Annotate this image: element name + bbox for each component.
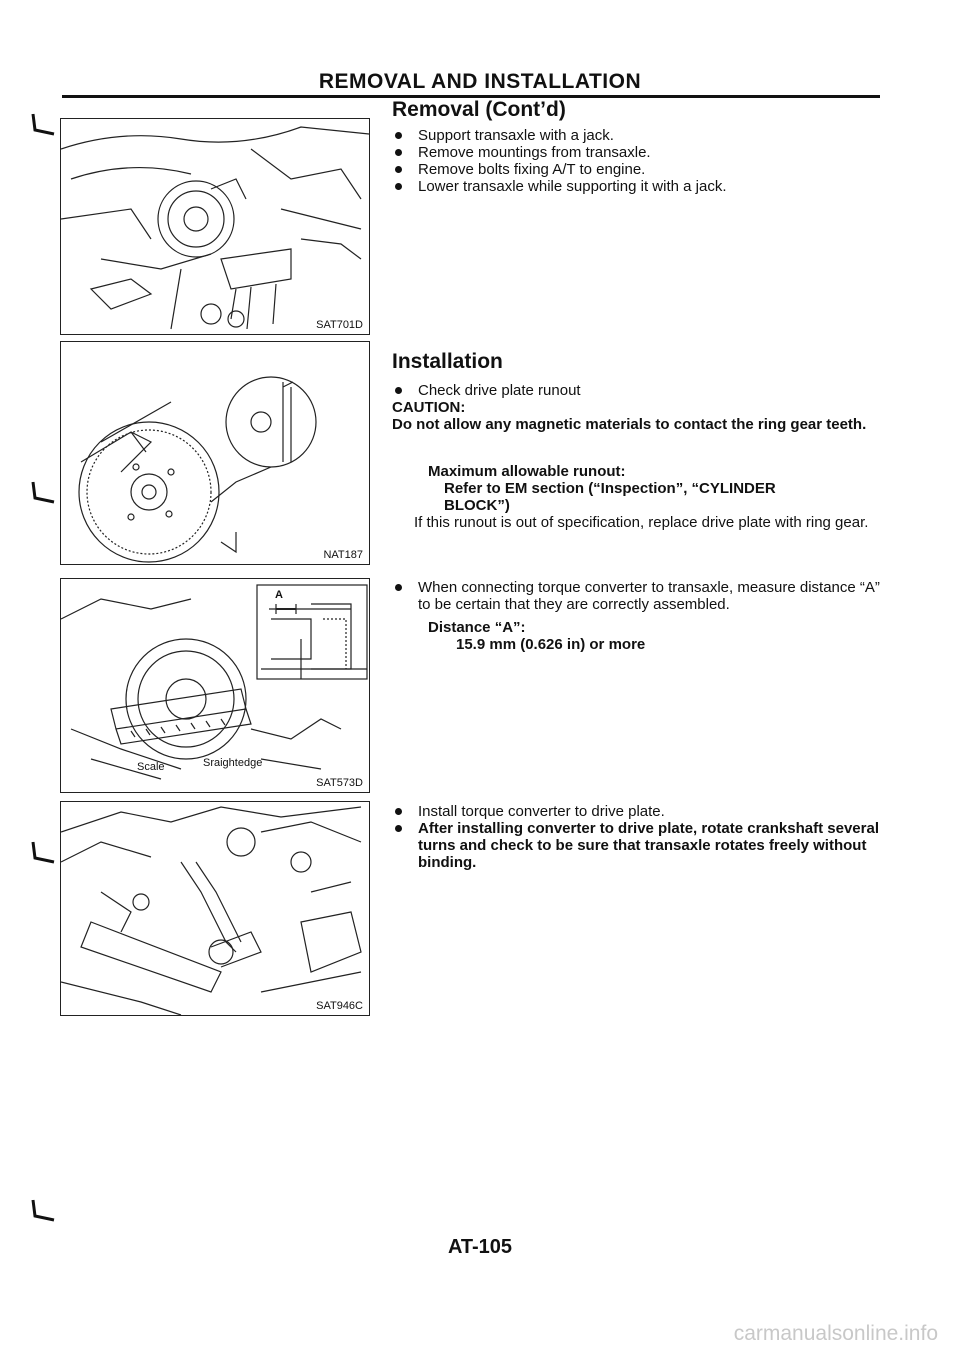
bullet-item: Remove mountings from transaxle. [392,144,892,161]
max-runout-ref: BLOCK”) [444,497,510,514]
runout-note: If this runout is out of specification, replace drive plate with ring gear. [414,514,869,531]
removal-bullet-list [392,127,892,195]
page-header-title: REMOVAL AND INSTALLATION [318,70,642,93]
figure-rotate-crankshaft [60,801,370,1016]
watermark: carmanualsonline.info [733,1322,938,1345]
figure-code: SAT701D [316,319,363,331]
margin-mark [28,838,58,868]
margin-mark [28,1196,58,1226]
crankshaft-rotation-illustration [61,802,369,1015]
bullet-item: Lower transaxle while supporting it with a jack. [392,178,892,195]
page-number: AT-105 [447,1236,513,1258]
distance-value: 15.9 mm (0.626 in) or more [456,636,646,653]
drive-plate-illustration [61,342,369,564]
figure-distance-a [60,578,370,793]
bullet-item: Remove bolts fixing A/T to engine. [392,161,892,178]
label-straightedge: Sraightedge [203,757,263,769]
bullet-item: After installing converter to drive plate, rotate crankshaft several turns and check to be sure that transaxle rotates freely without binding. [392,820,892,871]
caution-label: CAUTION: [392,399,466,416]
max-runout-ref: Refer to EM section (“Inspection”, “CYLINDER [444,480,776,497]
installation-heading: Installation [392,350,503,373]
margin-mark [28,110,58,140]
figure-code: SAT573D [316,777,363,789]
figure-code: NAT187 [323,549,363,561]
figure-jack-support [60,118,370,335]
caution-text: Do not allow any magnetic materials to contact the ring gear teeth. [392,416,867,433]
jack-support-illustration [61,119,369,334]
figure-code: SAT946C [316,1000,363,1012]
label-a: A [275,589,283,601]
label-scale: Scale [137,761,165,773]
bullet-item: When connecting torque converter to transaxle, measure distance “A” to be certain that they are correctly assembled. [392,579,892,613]
max-runout-label: Maximum allowable runout: [428,463,626,480]
bullet-item: Check drive plate runout [392,382,892,399]
removal-heading: Removal (Cont’d) [392,98,566,121]
margin-mark [28,478,58,508]
distance-label: Distance “A”: [428,619,526,636]
bullet-item: Support transaxle with a jack. [392,127,892,144]
figure-drive-plate-runout [60,341,370,565]
bullet-item: Install torque converter to drive plate. [392,803,892,820]
